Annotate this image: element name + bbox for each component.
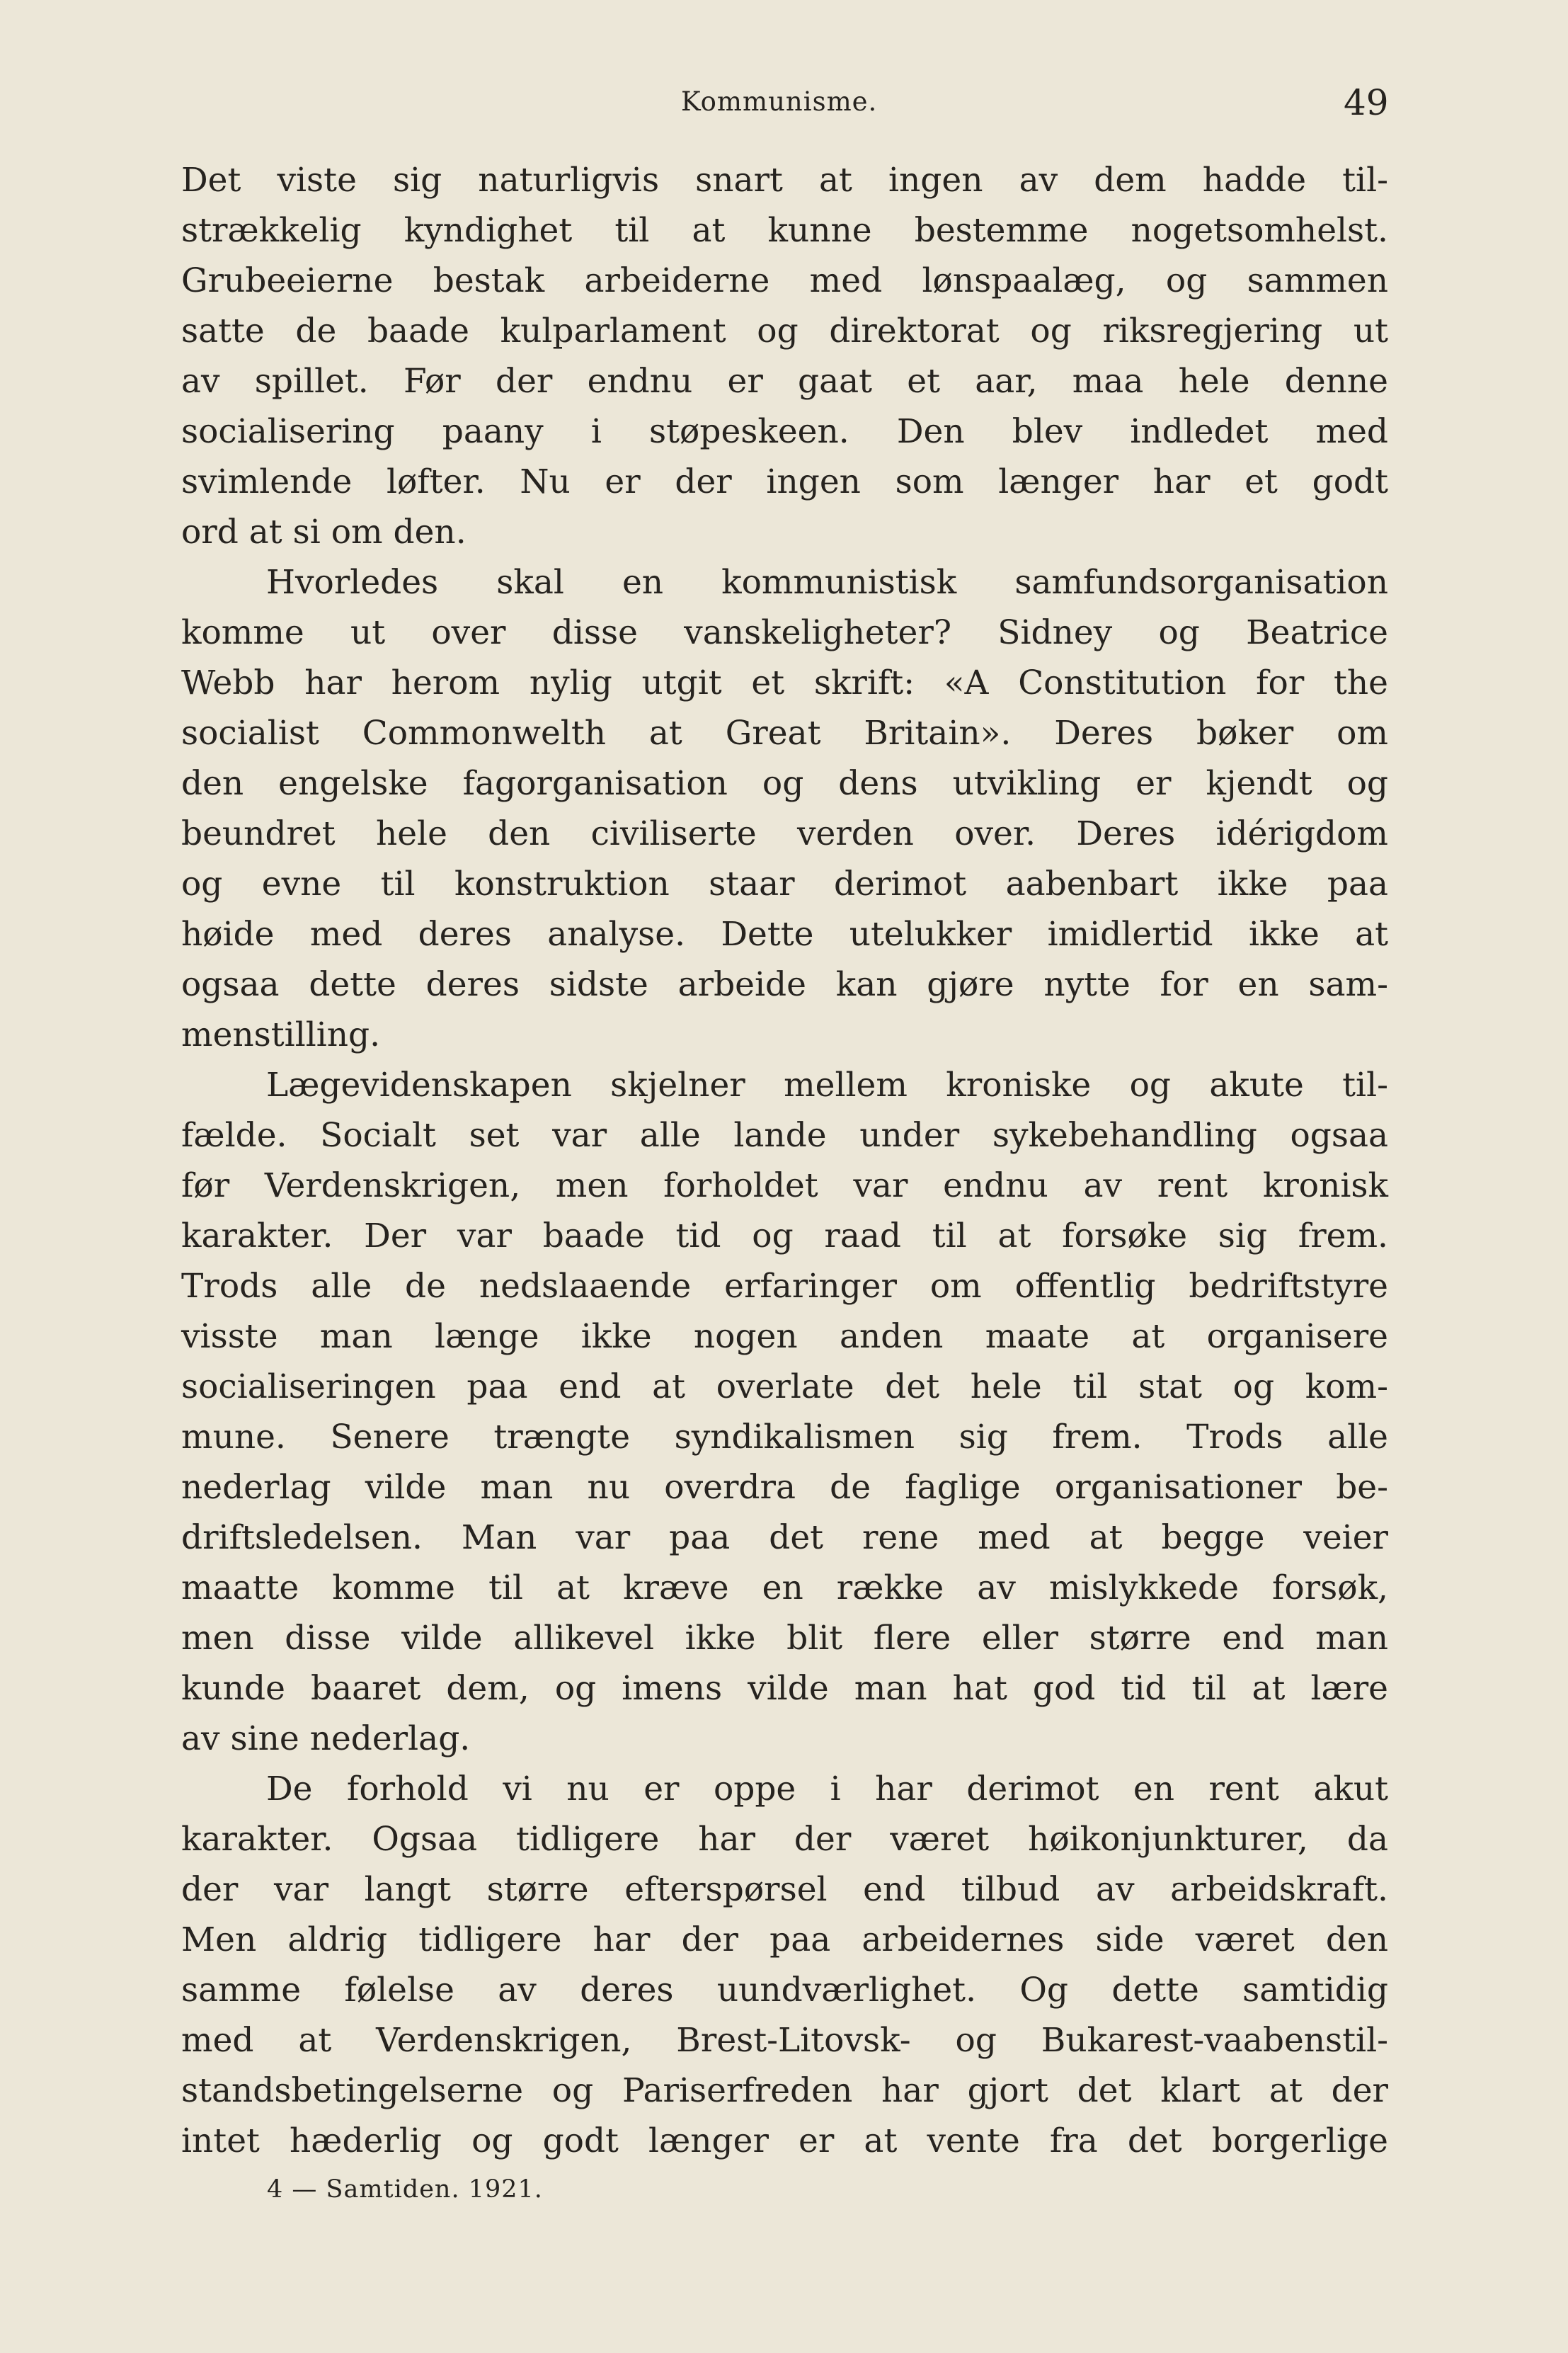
text-line: menstilling. <box>181 1015 381 1054</box>
text-line: høide med deres analyse. Dette utelukker imidlertid ikke at <box>181 915 1388 954</box>
text-line: karakter. Der var baade tid og raad til at forsøke sig frem. <box>181 1217 1388 1255</box>
text-line: beundret hele den civiliserte verden over. Deres idérigdom <box>181 814 1388 853</box>
text-line: samme følelse av deres uundværlighet. Og dette samtidig <box>181 1971 1388 2010</box>
running-head <box>0 82 1568 125</box>
text-line: kunde baaret dem, og imens vilde man hat god tid til at lære <box>181 1669 1388 1708</box>
text-line: Det viste sig naturligvis snart at ingen av dem hadde til- <box>181 161 1388 200</box>
text-line: intet hæderlig og godt længer er at vente fra det borgerlige <box>181 2121 1388 2160</box>
text-line: Grubeeierne bestak arbeiderne med lønspaalæg, og sammen <box>181 261 1388 300</box>
text-line: svimlende løfter. Nu er der ingen som længer har et godt <box>181 462 1388 501</box>
text-line: den engelske fagorganisation og dens utvikling er kjendt og <box>181 764 1388 803</box>
text-line: komme ut over disse vanskeligheter? Sidney og Beatrice <box>181 613 1388 652</box>
text-line: mune. Senere trængte syndikalismen sig frem. Trods alle <box>181 1418 1388 1457</box>
text-line: der var langt større efterspørsel end tilbud av arbeidskraft. <box>181 1870 1388 1909</box>
text-line: ord at si om den. <box>181 513 467 552</box>
text-line: satte de baade kulparlament og direktorat og riksregjering ut <box>181 312 1388 351</box>
text-line: med at Verdenskrigen, Brest-Litovsk- og Bukarest-vaabenstil- <box>181 2021 1388 2060</box>
text-line: og evne til konstruktion staar derimot aabenbart ikke paa <box>181 865 1388 904</box>
text-line: Trods alle de nedslaaende erfaringer om offentlig bedriftstyre <box>181 1267 1388 1306</box>
text-line: Hvorledes skal en kommunistisk samfundsorganisation <box>266 563 1388 602</box>
text-line: socialiseringen paa end at overlate det hele til stat og kom- <box>181 1367 1388 1406</box>
text-line: socialist Commonwelth at Great Britain». Deres bøker om <box>181 714 1388 753</box>
text-line: karakter. Ogsaa tidligere har der været høikonjunkturer, da <box>181 1820 1388 1859</box>
page-number: 49 <box>1344 82 1389 123</box>
text-line: De forhold vi nu er oppe i har derimot en rent akut <box>266 1770 1388 1808</box>
body-text <box>181 155 1388 2166</box>
text-line: ogsaa dette deres sidste arbeide kan gjøre nytte for en sam- <box>181 965 1388 1004</box>
text-line: socialisering paany i støpeskeen. Den blev indledet med <box>181 412 1388 451</box>
text-line: av spillet. Før der endnu er gaat et aar, maa hele denne <box>181 362 1388 401</box>
signature-mark: 4 — Samtiden. 1921. <box>267 2175 543 2204</box>
text-line: men disse vilde allikevel ikke blit flere eller større end man <box>181 1619 1388 1658</box>
text-line: standsbetingelserne og Pariserfreden har gjort det klart at der <box>181 2071 1388 2110</box>
text-line: driftsledelsen. Man var paa det rene med at begge veier <box>181 1518 1388 1557</box>
text-line: før Verdenskrigen, men forholdet var endnu av rent kronisk <box>181 1166 1388 1205</box>
text-line: nederlag vilde man nu overdra de faglige organisationer be- <box>181 1468 1388 1507</box>
text-line: fælde. Socialt set var alle lande under sykebehandling ogsaa <box>181 1116 1388 1155</box>
text-line: visste man længe ikke nogen anden maate at organisere <box>181 1317 1388 1356</box>
text-line: maatte komme til at kræve en række av mislykkede forsøk, <box>181 1568 1388 1607</box>
text-line: Webb har herom nylig utgit et skrift: «A Constitution for the <box>181 663 1388 702</box>
text-line: Lægevidenskapen skjelner mellem kroniske og akute til- <box>266 1066 1388 1105</box>
text-line: av sine nederlag. <box>181 1719 471 1758</box>
running-title: Kommunisme. <box>681 86 878 117</box>
text-line: Men aldrig tidligere har der paa arbeidernes side været den <box>181 1920 1388 1959</box>
text-line: strækkelig kyndighet til at kunne bestemme nogetsomhelst. <box>181 211 1388 250</box>
